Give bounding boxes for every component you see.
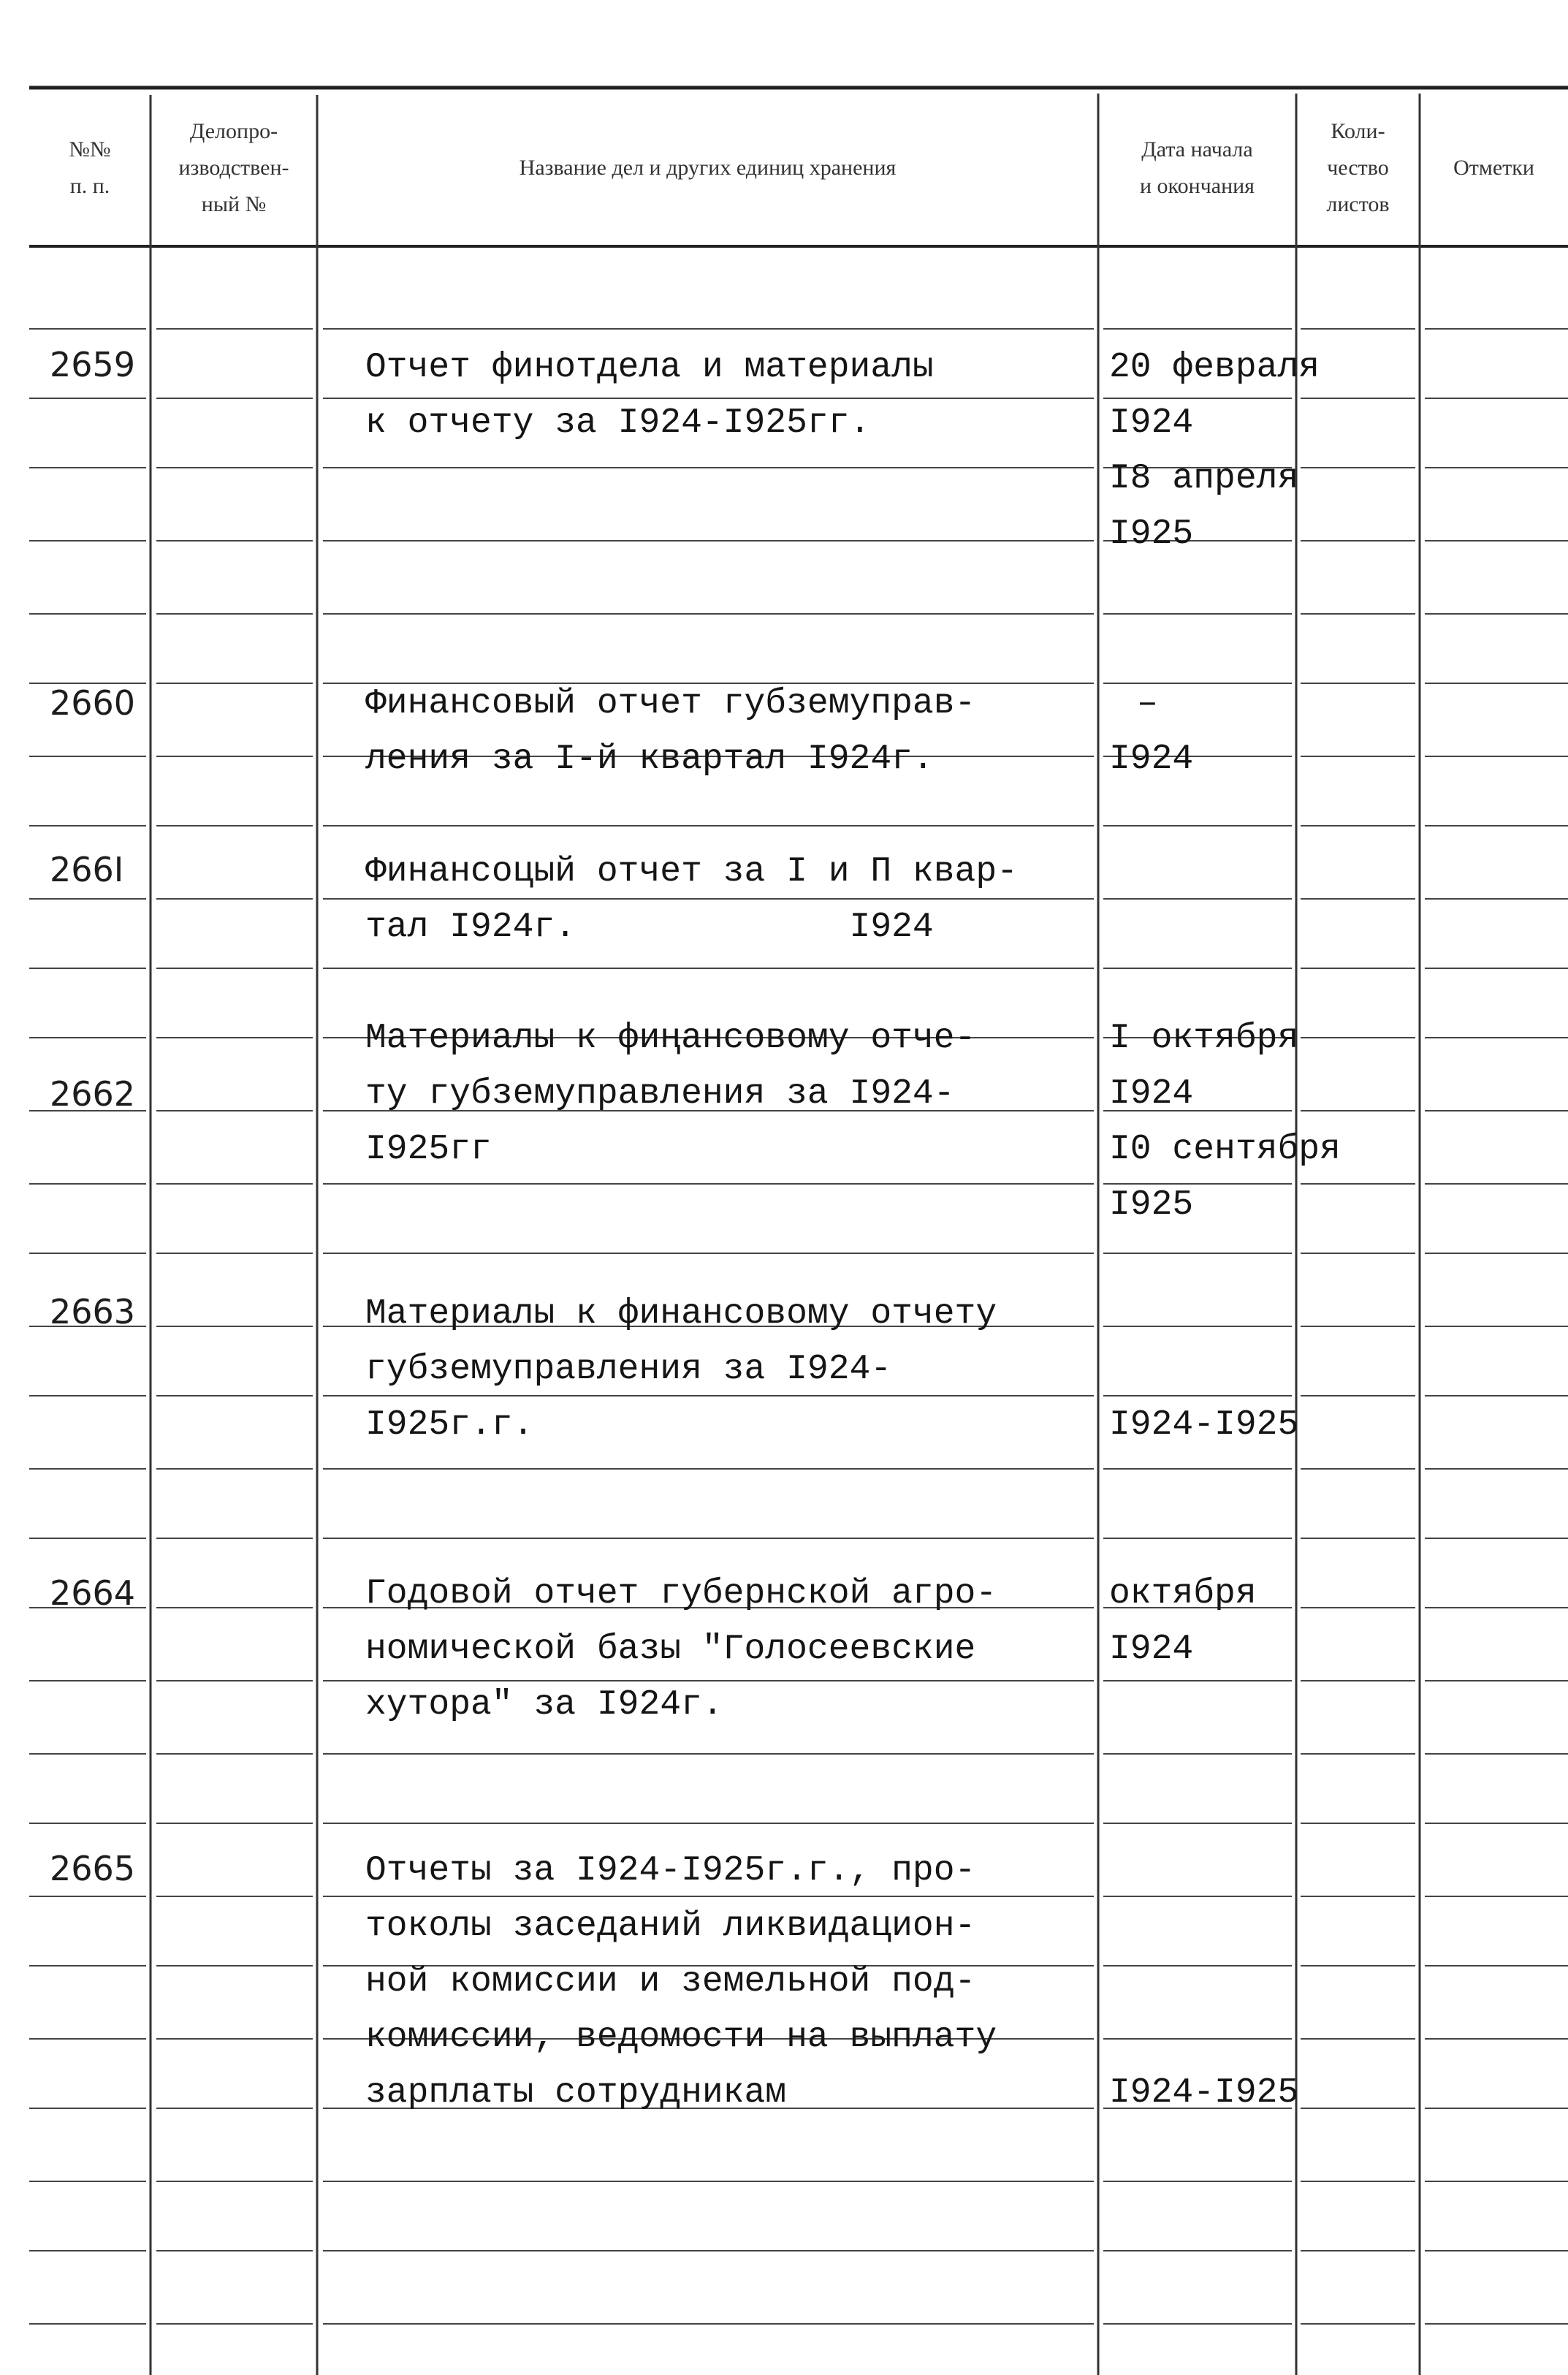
- record-number: 2664: [50, 1573, 136, 1613]
- record-number: 2659: [50, 345, 136, 384]
- record-number: 2662: [50, 1074, 136, 1114]
- record-dates: I924-I925: [1109, 2073, 1299, 2113]
- record-title: Финансоцый отчет за I и П квар- тал I924г. I924: [365, 852, 1018, 947]
- record-dates: –: [1137, 684, 1158, 723]
- record-number: 266I: [50, 850, 124, 889]
- record-dates: октября I924: [1109, 1574, 1257, 1669]
- header-sheets: Коли- чество листов: [1326, 118, 1390, 216]
- header-number: №№ п. п.: [69, 137, 111, 198]
- record-title: Отчеты за I924-I925г.г., про- токолы заседаний ликвидацион- ной комиссии и земельной под- комиссии, ведомости на выплату зарплаты сотрудникам: [365, 1851, 997, 2113]
- record-number: 2660: [50, 683, 136, 723]
- record-number: 2663: [50, 1292, 136, 1331]
- record-dates: I октября I924 I0 сентября I925: [1109, 1019, 1341, 1225]
- header-dates: Дата начала и окончания: [1140, 137, 1255, 198]
- record-title: Материалы к финансовому отчету губземуправления за I924- I925г.г.: [365, 1294, 997, 1445]
- record-dates: I924-I925: [1109, 1405, 1299, 1445]
- header-notes: Отметки: [1453, 155, 1534, 180]
- record-title: Отчет финотдела и материалы к отчету за I924-I925гг.: [365, 348, 934, 443]
- header-title: Название дел и других единиц хранения: [519, 155, 897, 180]
- record-title: Материалы к фиңансовому отче- ту губземуправления за I924- I925гг: [365, 1019, 976, 1169]
- header-office-number: Делопро- изводствен- ный №: [178, 118, 289, 216]
- record-title: Годовой отчет губернской агро- номической базы "Голосеевские хутора" за I924г.: [365, 1574, 997, 1725]
- record-dates: I924: [1109, 740, 1194, 779]
- record-number: 2665: [50, 1849, 136, 1888]
- record-dates: 20 февраля I924 I8 апреля I925: [1109, 348, 1320, 554]
- record-title: Финансовый отчет губземуправ- ления за I-й квартал I924г.: [365, 684, 976, 779]
